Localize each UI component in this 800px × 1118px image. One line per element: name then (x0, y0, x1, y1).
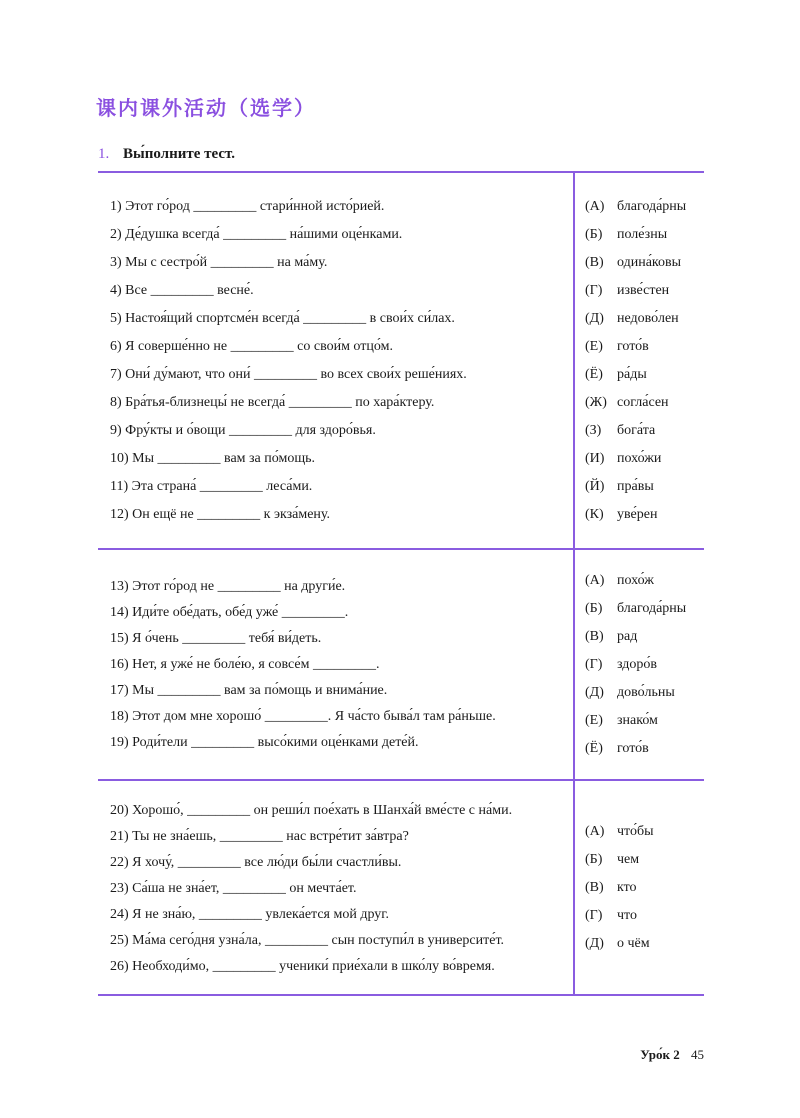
answer-option (585, 451, 661, 467)
question-item: 5) Настоя́щий спортсме́н всегда́ _________ в свои́х си́лах. (110, 311, 455, 326)
question-item: 9) Фру́кты и о́вощи _________ для здоро́вья. (110, 423, 376, 438)
answer-word: ра́ды (617, 367, 647, 382)
divider-bottom (98, 994, 704, 996)
question-item: 2) Де́душка всегда́ _________ на́шими оце́нками. (110, 227, 403, 242)
answer-letter: (А) (585, 199, 605, 214)
answer-word: уве́рен (617, 507, 658, 522)
question-item: 3) Мы с сестро́й _________ на ма́му. (110, 255, 328, 270)
answer-letter: (А) (585, 573, 605, 588)
question-item: 25) Ма́ма сего́дня узна́ла, _________ сын поступи́л в университе́т. (110, 933, 505, 948)
answer-letter: (Е) (585, 713, 603, 728)
answer-letter: (Г) (585, 657, 603, 672)
question-item: 14) Иди́те обе́дать, обе́д уже́ _________. (110, 605, 349, 620)
question-item: 11) Эта страна́ _________ леса́ми. (110, 479, 313, 494)
answer-word: пра́вы (617, 479, 654, 494)
answer-option (585, 395, 669, 411)
answer-word: недово́лен (617, 311, 679, 326)
answer-option (585, 339, 649, 355)
answer-letter: (В) (585, 255, 604, 270)
answer-option (585, 367, 647, 383)
answer-letter: (Б) (585, 852, 603, 867)
answer-letter: (К) (585, 507, 604, 522)
answer-option (585, 283, 669, 299)
answer-option (585, 199, 686, 215)
question-item: 15) Я о́чень _________ тебя́ ви́деть. (110, 631, 322, 646)
answer-option (585, 936, 650, 952)
answer-letter: (З) (585, 423, 602, 438)
answer-word: благода́рны (617, 601, 687, 616)
question-item: 20) Хорошо́, _________ он реши́л пое́хать в Шанха́й вме́сте с на́ми. (110, 803, 513, 818)
answer-word: одина́ковы (617, 255, 682, 270)
answer-option (585, 741, 649, 757)
answer-letter: (Ё) (585, 367, 603, 382)
answer-word: дово́льны (617, 685, 675, 700)
question-item: 7) Они́ ду́мают, что они́ _________ во всех свои́х реше́ниях. (110, 367, 467, 382)
answer-letter: (Й) (585, 479, 605, 494)
task-number: 1. (98, 146, 110, 162)
answer-option (585, 629, 637, 645)
answer-word: благода́рны (617, 199, 687, 214)
question-item: 4) Все _________ весне́. (110, 283, 254, 298)
answer-letter: (Г) (585, 908, 603, 923)
question-item: 1) Этот го́род _________ стари́нной исто́рией. (110, 199, 385, 214)
answer-letter: (Г) (585, 283, 603, 298)
answer-option (585, 423, 655, 439)
answer-word: кто (617, 880, 637, 895)
answer-letter: (Д) (585, 936, 604, 951)
answer-word: здоро́в (617, 657, 658, 672)
answer-option (585, 824, 654, 840)
answer-word: гото́в (617, 339, 649, 354)
question-item: 23) Са́ша не зна́ет, _________ он мечта́ет. (110, 881, 357, 896)
divider-1 (98, 548, 704, 550)
column-divider (573, 172, 575, 995)
answer-word: что́бы (617, 824, 654, 839)
question-item: 22) Я хочу́, _________ все лю́ди бы́ли счастли́вы. (110, 855, 402, 870)
question-item: 8) Бра́тья-близнецы́ не всегда́ _________ по хара́ктеру. (110, 395, 435, 410)
answer-letter: (Б) (585, 227, 603, 242)
answer-letter: (Ж) (585, 395, 607, 410)
answer-word: рад (617, 629, 638, 644)
answer-option (585, 255, 681, 271)
task-heading (98, 146, 235, 163)
page-number: 45 (691, 1047, 704, 1062)
section-title: 课内课外活动（选学） (96, 96, 316, 120)
answer-option (585, 685, 675, 701)
answer-option (585, 479, 654, 495)
answer-word: бога́та (617, 423, 656, 438)
answer-word: гото́в (617, 741, 649, 756)
page-footer (640, 1047, 704, 1063)
answer-letter: (И) (585, 451, 605, 466)
answer-option (585, 908, 637, 924)
question-item: 6) Я соверше́нно не _________ со свои́м отцо́м. (110, 339, 393, 354)
question-item: 24) Я не зна́ю, _________ увлека́ется мой друг. (110, 907, 389, 922)
answer-word: похо́ж (617, 573, 654, 588)
question-item: 12) Он ещё не _________ к экза́мену. (110, 507, 331, 522)
answer-word: чем (617, 852, 640, 867)
answer-option (585, 657, 657, 673)
answer-word: согла́сен (617, 395, 669, 410)
answer-option (585, 852, 639, 868)
answer-option (585, 713, 658, 729)
answer-word: поле́зны (617, 227, 668, 242)
question-item: 19) Роди́тели _________ высо́кими оце́нками дете́й. (110, 735, 419, 750)
answer-letter: (А) (585, 824, 605, 839)
answer-word: похо́жи (617, 451, 662, 466)
answer-letter: (В) (585, 880, 604, 895)
question-item: 13) Этот го́род не _________ на други́е. (110, 579, 346, 594)
answer-option (585, 507, 657, 523)
question-item: 18) Этот дом мне хорошо́ _________. Я ча́сто быва́л там ра́ньше. (110, 709, 496, 724)
answer-word: о чём (617, 936, 650, 951)
answer-letter: (В) (585, 629, 604, 644)
question-item: 26) Необходи́мо, _________ ученики́ прие́хали в шко́лу во́время. (110, 959, 495, 974)
question-item: 17) Мы _________ вам за по́мощь и внима́ние. (110, 683, 388, 698)
question-item: 21) Ты не зна́ешь, _________ нас встре́тит за́втра? (110, 829, 409, 844)
answer-option (585, 573, 654, 589)
answer-option (585, 311, 679, 327)
question-item: 16) Нет, я уже́ не боле́ю, я совсе́м _________. (110, 657, 380, 672)
question-item: 10) Мы _________ вам за по́мощь. (110, 451, 316, 466)
answer-letter: (Д) (585, 685, 604, 700)
answer-letter: (Ё) (585, 741, 603, 756)
answer-letter: (Б) (585, 601, 603, 616)
answer-option (585, 880, 637, 896)
answer-word: изве́стен (617, 283, 670, 298)
answer-option (585, 601, 686, 617)
divider-2 (98, 779, 704, 781)
lesson-label: Уро́к 2 (640, 1047, 680, 1062)
answer-word: что (617, 908, 637, 923)
divider-top (98, 171, 704, 173)
answer-option (585, 227, 667, 243)
task-text: Вы́полните тест. (123, 146, 235, 162)
answer-word: знако́м (617, 713, 658, 728)
answer-letter: (Д) (585, 311, 604, 326)
answer-letter: (Е) (585, 339, 603, 354)
